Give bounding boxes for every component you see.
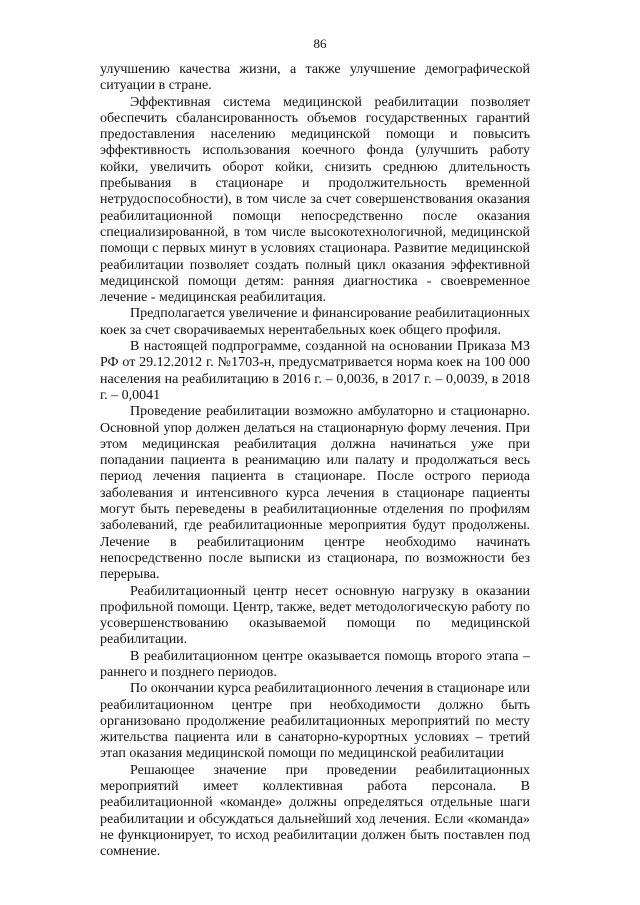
paragraph-team-work: Решающее значение при проведении реабилитационных мероприятий имеет коллективная работа персонала. В реабилитационной «команде» должны определяться отдельные шаги реабилитации и обсуждаться дальнейший ход лечения. Если «команда» не функционирует, то исход реабилитации должен быть поставлен под сомнение. [100, 762, 530, 860]
paragraph-bed-norms: В настоящей подпрограмме, созданной на основании Приказа МЗ РФ от 29.12.2012 г. №1703-н, предусматривается норма коек на 100 000 населения на реабилитацию в 2016 г. – 0,0036, в 2017 г. – 0,0039, в 2018 г. – 0,0041 [100, 339, 530, 403]
document-body [100, 62, 530, 861]
page-number: 86 [313, 36, 327, 51]
paragraph-rehab-center-load: Реабилитационный центр несет основную нагрузку в оказании профильной помощи. Центр, также, ведет методологическую работу по усовершенствованию оказываемой помощи по медицинской реабилитации. [100, 583, 530, 648]
paragraph-rehab-system-efficiency: Эффективная система медицинской реабилитации позволяет обеспечить сбалансированность объемов государственных гарантий предоставления населению медицинской помощи и повысить эффективность использования коечного фонда (улучшить работу койки, увеличить оборот койки, снизить среднюю длительность пребывания в стационаре и продолжительность временной нетрудоспособности), в том числе за счет совершенствования оказания реабилитационной помощи непосредственно после оказания специализированной, в том числе высокотехнологичной, медицинской помощи с первых минут в условиях стационара. Развитие медицинской реабилитации позволяет создать полный цикл оказания эффективной медицинской помощи детям: ранняя диагностика - своевременное лечение - медицинская реабилитация. [100, 94, 530, 306]
paragraph-third-stage: По окончании курса реабилитационного лечения в стационаре или реабилитационном центре при необходимости должно быть организовано продолжение реабилитационных мероприятий по месту жительства пациента или в санаторно-курортных условиях – третий этап оказания медицинской помощи по медицинской реабилитации [100, 681, 530, 762]
paragraph-bed-financing: Предполагается увеличение и финансирование реабилитационных коек за счет сворачиваемых нерентабельных коек общего профиля. [100, 306, 530, 338]
paragraph-rehab-conduct: Проведение реабилитации возможно амбулаторно и стационарно. Основной упор должен делаться на стационарную форму лечения. При этом медицинская реабилитация должна начинаться уже при попадании пациента в реанимацию или палату и продолжаться весь период лечения пациента в стационаре. После острого периода заболевания и интенсивного курса лечения в стационаре пациенты могут быть переведены в реабилитационные отделения по профилям заболеваний, где реабилитационные мероприятия будут продолжены. Лечение в реабилитационим центре необходимо начинать непосредственно после выписки из стационара, по возможности без перерыва. [100, 404, 530, 583]
paragraph-second-stage: В реабилитационном центре оказывается помощь второго этапа – раннего и позднего периодов. [100, 648, 530, 680]
paragraph-continuation: улучшению качества жизни, а также улучшение демографической ситуации в стране. [100, 62, 530, 94]
